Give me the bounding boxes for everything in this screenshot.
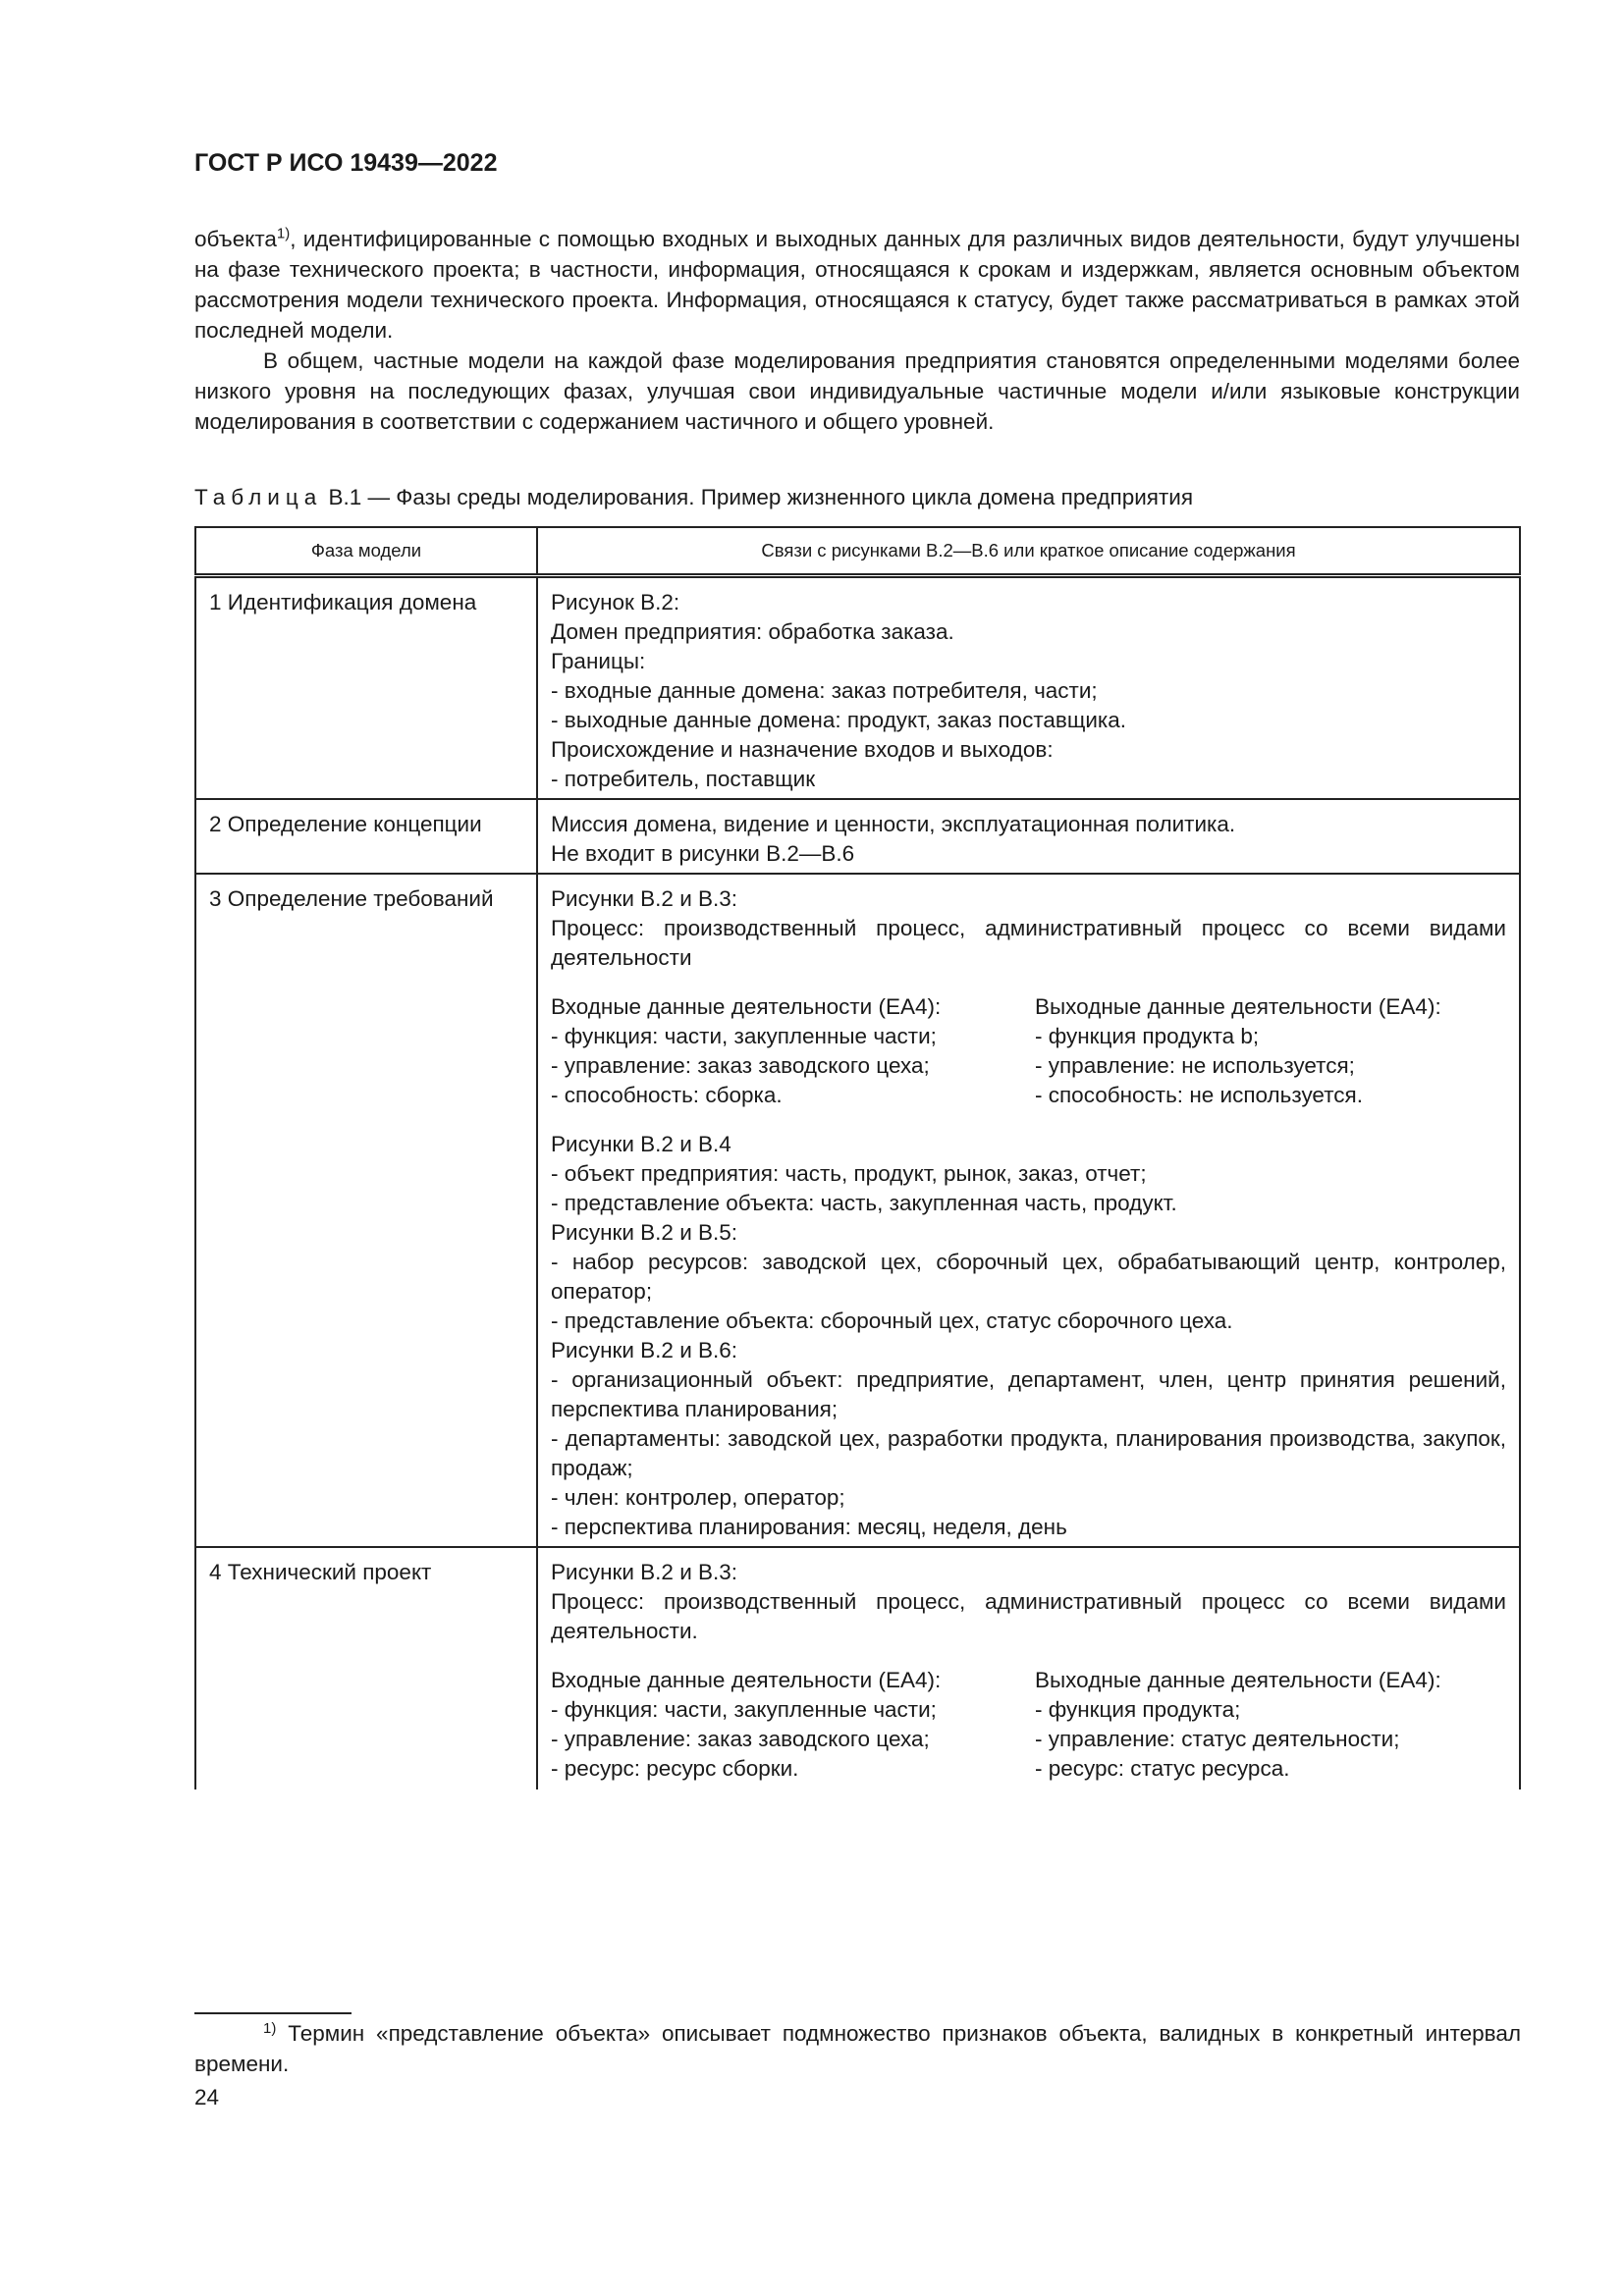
description-cell	[537, 799, 1520, 874]
footnote-reference[interactable]: 1)	[276, 225, 291, 242]
description-line: - входные данные домена: заказ потребителя, части;	[551, 678, 1098, 703]
paragraph-1: объекта$^{1)}$, идентифицированные с помощью входных и выходных данных для различных видов деятельности, будут улучшены на фазе технического проекта; в частности, информация, относящаяся к срокам и издержкам, является основным объектом рассмотрения модели технического проекта. Информация, относящаяся к статусу, будет также рассматриваться в рамках этой последней модели.	[194, 225, 1520, 343]
description-line: - департаменты: заводской цех, разработки продукта, планирования производства, закупок, продаж;	[551, 1426, 1506, 1480]
description-line: - организационный объект: предприятие, департамент, член, центр принятия решений, перспектива планирования;	[551, 1367, 1506, 1421]
description-line: - набор ресурсов: заводской цех, сборочный цех, обрабатывающий центр, контролер, оператор;	[551, 1250, 1506, 1304]
column-header-description: Связи с рисунками В.2—В.6 или краткое описание содержания	[537, 527, 1520, 576]
phase-cell: 2 Определение концепции	[195, 799, 537, 874]
output-data-column: Выходные данные деятельности (EA4): - функция продукта b; - управление: не используется; - способность: не используется.	[1035, 994, 1441, 1107]
description-line: Миссия домена, видение и ценности, эксплуатационная политика.	[551, 812, 1236, 836]
description-line: - потребитель, поставщик	[551, 767, 816, 791]
footnote: $^{1)}$ Термин «представление объекта» описывает подмножество признаков объекта, валидных в конкретный интервал времени.	[194, 2019, 1521, 2076]
description-line: Рисунки В.2 и В.4	[551, 1132, 731, 1156]
activity-io-columns	[551, 1666, 1506, 1784]
table-row	[195, 576, 1520, 800]
phase-cell: 1 Идентификация домена	[195, 576, 537, 800]
description-line: Рисунки В.2 и В.6:	[551, 1338, 738, 1362]
phase-cell: 4 Технический проект	[195, 1547, 537, 1789]
description-line: Границы:	[551, 649, 646, 673]
input-data-column: Входные данные деятельности (EA4): - функция: части, закупленные части; - управление: заказ заводского цеха; - ресурс: ресурс сборки.	[551, 1668, 942, 1781]
body-text	[194, 224, 1520, 437]
table-row	[195, 799, 1520, 874]
output-data-column: Выходные данные деятельности (EA4): - функция продукта; - управление: статус деятельности; - ресурс: статус ресурса.	[1035, 1668, 1441, 1781]
activity-io-columns	[551, 992, 1506, 1110]
description-line: Не входит в рисунки В.2—В.6	[551, 841, 855, 866]
description-cell	[537, 874, 1520, 1547]
input-data-column: Входные данные деятельности (EA4): - функция: части, закупленные части; - управление: заказ заводского цеха; - способность: сборка.	[551, 994, 942, 1107]
table-row	[195, 874, 1520, 1547]
description-line: Рисунки В.2 и В.3:	[551, 1560, 738, 1584]
description-cell	[537, 1547, 1520, 1789]
phase-cell: 3 Определение требований	[195, 874, 537, 1547]
description-line: Рисунки В.2 и В.3:	[551, 886, 738, 911]
paragraph-2: В общем, частные модели на каждой фазе моделирования предприятия становятся определенными моделями более низкого уровня на последующих фазах, улучшая свои индивидуальные частичные модели и/или языковые конструкции моделирования в соответствии с содержанием частичного и общего уровней.	[194, 348, 1520, 434]
table-caption: Таблица В.1 — Фазы среды моделирования. Пример жизненного цикла домена предприятия	[194, 485, 1194, 509]
description-line: - выходные данные домена: продукт, заказ поставщика.	[551, 708, 1127, 732]
description-line: Процесс: производственный процесс, административный процесс со всеми видами деятельности.	[551, 1589, 1506, 1643]
footnote-separator	[194, 2012, 352, 2014]
description-line: Домен предприятия: обработка заказа.	[551, 619, 954, 644]
description-line: Рисунок В.2:	[551, 590, 680, 614]
column-header-phase: Фаза модели	[195, 527, 537, 576]
description-line: Рисунки В.2 и В.5:	[551, 1220, 738, 1245]
phases-table	[194, 526, 1521, 1789]
table-header-row	[195, 527, 1520, 576]
page-number: 24	[194, 2085, 220, 2109]
table-row	[195, 1547, 1520, 1789]
description-line: - объект предприятия: часть, продукт, рынок, заказ, отчет;	[551, 1161, 1147, 1186]
description-cell	[537, 576, 1520, 800]
description-line: - представление объекта: часть, закупленная часть, продукт.	[551, 1191, 1177, 1215]
document-header: ГОСТ Р ИСО 19439—2022	[194, 149, 498, 177]
description-line: Происхождение и назначение входов и выходов:	[551, 737, 1054, 762]
description-line: - представление объекта: сборочный цех, статус сборочного цеха.	[551, 1308, 1233, 1333]
description-line: Процесс: производственный процесс, административный процесс со всеми видами деятельности	[551, 916, 1506, 970]
description-line: - перспектива планирования: месяц, неделя, день	[551, 1515, 1067, 1539]
description-line: - член: контролер, оператор;	[551, 1485, 845, 1510]
